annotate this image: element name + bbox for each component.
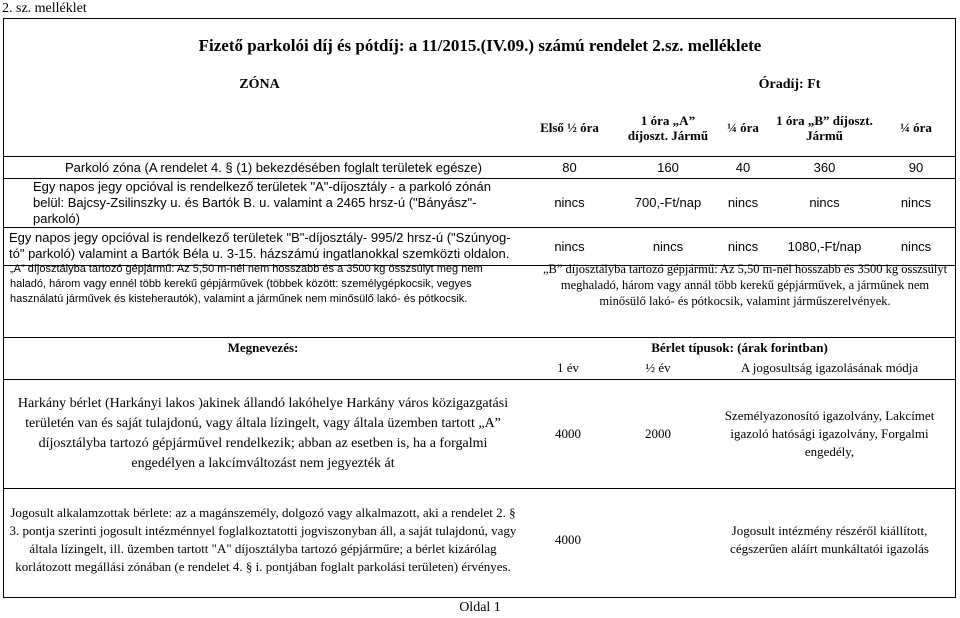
col-b-hour: 1 óra „B” díjoszt. Jármű (776, 112, 873, 143)
cell-value: nincs (623, 227, 713, 265)
pass-type-header: Bérlet típusok: (árak forintban) (523, 338, 956, 358)
cell-value: nincs (713, 178, 773, 227)
cell-year: 4000 (555, 531, 581, 547)
cell-half-year (613, 489, 703, 591)
rate-header: Óradíj: Ft (758, 77, 821, 92)
cell-value: 90 (876, 156, 956, 178)
row-label: Harkány bérlet (Harkányi lakos )akinek állandó lakóhelye Harkány város közigazgatási területén van és saját tulajdonú, vagy általa lízingelt, vagy általa üzemben tartott „A” díjosztályba tartozó gépjárművel rendelkezik; abban az esetben is, ha a forgalmi engedélyen a lakcímváltozást nem jegyezték át (3, 380, 523, 489)
row-label: Parkoló zóna (A rendelet 4. § (1) bekezdésében foglalt területek egésze) (3, 156, 516, 178)
table-row (3, 380, 956, 489)
cell-value: nincs (773, 178, 876, 227)
table-row (3, 178, 956, 227)
cell-value: 700,-Ft/nap (623, 178, 713, 227)
col-year: 1 év (523, 358, 613, 380)
cell-value: 360 (773, 156, 876, 178)
col-proof: A jogosultság igazolásának módja (703, 358, 956, 380)
zone-header: ZÓNA (239, 77, 280, 92)
cell-proof: Jogosult intézmény részéről kiállított, cégszerűen aláírt munkáltatói igazolás (730, 522, 929, 556)
note-a-class-vehicle: „A” díjosztályba tartozó gépjármű: Az 5,50 m-nél nem hosszabb és a 3500 kg összsúlyt meg nem haladó, három vagy ennél több kerekű gépjárművek (többek között: személygépkocsik, vegyes használatú járművek és kisteherautók), valamint a járműnek nem minősülő lakó- és pótkocsik. (10, 263, 483, 305)
cell-value: 160 (623, 156, 713, 178)
cell-value: 80 (516, 156, 623, 178)
cell-value: nincs (516, 227, 623, 265)
cell-half-year: 2000 (613, 380, 703, 489)
page-label: 2. sz. melléklet (2, 1, 87, 16)
note-b-class-vehicle: „B” díjosztályba tartozó gépjármű: Az 5,50 m-nél hosszabb és 3500 kg összsúlyt meghaladó, három vagy annál több kerekű gépjárművek, a járműnek nem minősülő lakó- és pótkocsik, valamint járműszerelvények. (542, 262, 948, 308)
cell-year: 4000 (523, 380, 613, 489)
document-title: Fizető parkolói díj és pótdíj: a 11/2015.(IV.09.) számú rendelet 2.sz. melléklete (198, 36, 762, 55)
cell-value: 40 (713, 156, 773, 178)
cell-value: 1080,-Ft/nap (773, 227, 876, 265)
table-row (3, 156, 956, 178)
col-first-half-hour: Első ½ óra (540, 119, 599, 135)
cell-value: nincs (713, 227, 773, 265)
page-number: Oldal 1 (459, 600, 501, 615)
col-b-quarter: ¼ óra (900, 119, 932, 135)
row-label: Egy napos jegy opcióval is rendelkező területek "B"-díjosztály- 995/2 hrsz-ú ("Szúnyog-tó" parkoló) valamint a Bartók Béla u. 3-15. házszámú ingatlanokkal szemközti oldalon. (3, 227, 516, 265)
row-label: Jogosult alkalamzottak bérlete: az a magánszemély, dolgozó vagy alkalmazott, aki a rendelet 2. § 3. pontja szerinti jogosult intézménnyel foglalkoztatotti jogviszonyban áll, a saját tulajdonú, vagy általa lízingelt, ill. üzemben tartott "A" díjosztályba tartozó gépjárműre; a bérlet kizárólag korlátozott megállási zónában (e rendelet 4. § i. pontjában foglalt parkolási területen) érvényes. (9, 504, 517, 574)
cell-value: nincs (876, 178, 956, 227)
pass-table (3, 337, 956, 591)
col-a-quarter: ¼ óra (727, 119, 759, 135)
row-label: Egy napos jegy opcióval is rendelkező területek "A"-díjosztály - a parkoló zónán belül: Bajcsy-Zsilinszky u. és Bartók B. u. valamint a 2465 hrsz-ú ("Bányász"-parkoló) (3, 178, 516, 227)
col-half-year: ½ év (613, 358, 703, 380)
cell-value: nincs (516, 178, 623, 227)
cell-proof: Személyazonosító igazolvány, Lakcímet igazoló hatósági igazolvány, Forgalmi engedély, (703, 380, 956, 489)
cell-value: nincs (876, 227, 956, 265)
zone-rate-table (3, 70, 956, 266)
name-header: Megnevezés: (3, 338, 523, 358)
col-a-hour: 1 óra „A” díjoszt. Jármű (627, 112, 709, 143)
table-row (3, 489, 956, 591)
table-row (3, 227, 956, 265)
